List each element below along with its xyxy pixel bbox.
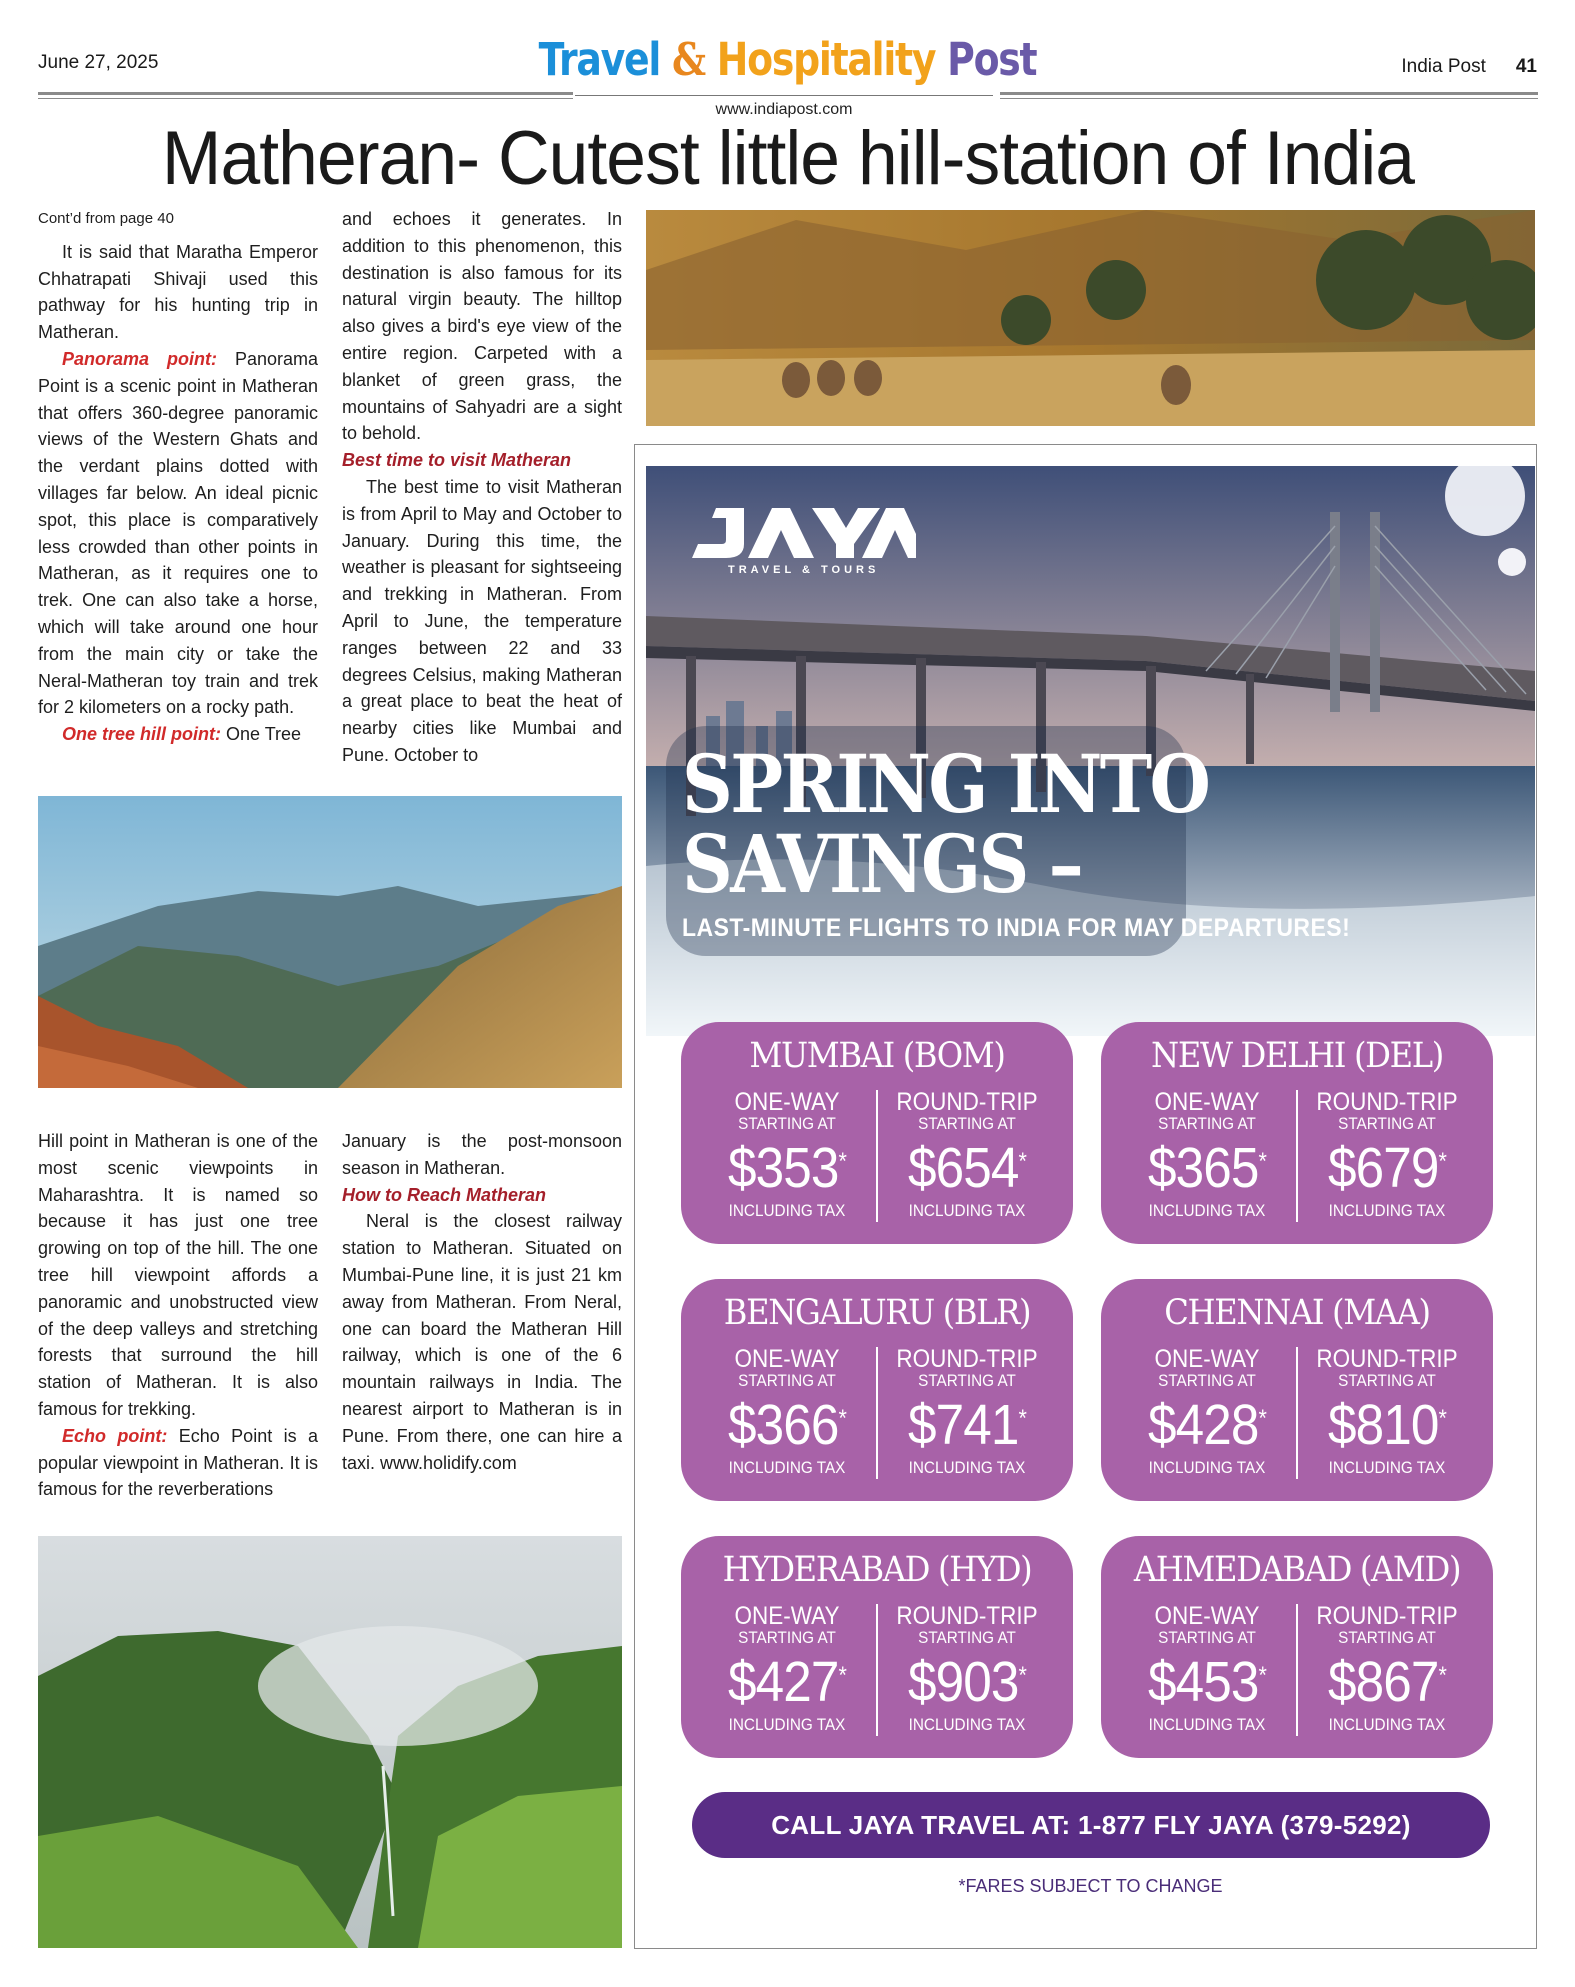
header-rule-left xyxy=(38,92,573,99)
round-trip-fare xyxy=(1297,1347,1477,1478)
masthead-hospitality: Hospitality xyxy=(716,33,936,86)
one-way-fare xyxy=(697,1604,877,1735)
round-trip-price xyxy=(1306,1135,1468,1201)
masthead-post: Post xyxy=(947,33,1037,86)
including-tax-label: INCLUDING TAX xyxy=(1328,1715,1446,1734)
destination-city: BENGALURU (BLR) xyxy=(723,1293,1031,1333)
promo-headline-line1: SPRING INTO xyxy=(682,737,1209,831)
article-headline: Matheran- Cutest little hill-station of India xyxy=(161,116,1415,201)
promo-headline-line2: SAVINGS – xyxy=(682,817,1082,911)
asterisk: * xyxy=(838,1405,847,1432)
one-way-price xyxy=(706,1392,868,1458)
one-tree-hill-label: One tree hill point: xyxy=(62,724,222,745)
one-way-fare xyxy=(697,1090,877,1221)
one-way-label: ONE-WAY xyxy=(1154,1602,1260,1630)
page-number: 41 xyxy=(1515,56,1537,77)
price-value: $428 xyxy=(1147,1393,1259,1457)
destination-city: CHENNAI (MAA) xyxy=(1164,1293,1430,1333)
jaya-logo xyxy=(686,504,916,567)
panorama-point-text: Panorama Point is a scenic point in Matheran that offers 360-degree panoramic views of the Western Ghats and the verdant plains dotted with villages far below. An ideal picnic spot, this place is comparatively less crowded than other points in Matheran, as it requires one to trek. One can also take a horse, which will take around one hour from the main city or take the Neral-Matheran toy train and trek for 2 kilometers on a rocky path. xyxy=(38,348,318,718)
including-tax-label: INCLUDING TAX xyxy=(728,1201,846,1220)
round-trip-fare xyxy=(1297,1604,1477,1735)
asterisk: * xyxy=(1438,1148,1447,1175)
one-way-label: ONE-WAY xyxy=(1154,1088,1260,1116)
including-tax-label: INCLUDING TAX xyxy=(908,1201,1026,1220)
starting-at-label: STARTING AT xyxy=(918,1628,1016,1647)
one-way-label: ONE-WAY xyxy=(734,1088,840,1116)
round-trip-label: ROUND-TRIP xyxy=(896,1602,1038,1630)
including-tax-label: INCLUDING TAX xyxy=(1148,1458,1266,1477)
paragraph-best-time: The best time to visit Matheran is from April to May and October to January. During this time, the weather is pleasant for sightseeing and trekking in Matheran. From April to June, the temperature ranges between 22 and 33 degrees Celsius, making Matheran a great place to beat the heat of nearby cities like Mumbai and Pune. October to xyxy=(342,476,622,765)
one-way-label: ONE-WAY xyxy=(1154,1345,1260,1373)
round-trip-price xyxy=(886,1392,1048,1458)
echo-point-label: Echo point: xyxy=(62,1425,168,1446)
round-trip-label: ROUND-TRIP xyxy=(1316,1345,1458,1373)
round-trip-label: ROUND-TRIP xyxy=(1316,1088,1458,1116)
asterisk: * xyxy=(1258,1662,1267,1689)
starting-at-label: STARTING AT xyxy=(1158,1628,1256,1647)
one-way-fare xyxy=(1117,1090,1297,1221)
price-value: $741 xyxy=(907,1393,1019,1457)
one-way-label: ONE-WAY xyxy=(734,1345,840,1373)
including-tax-label: INCLUDING TAX xyxy=(1148,1201,1266,1220)
including-tax-label: INCLUDING TAX xyxy=(1328,1458,1446,1477)
starting-at-label: STARTING AT xyxy=(1158,1371,1256,1390)
price-value: $353 xyxy=(727,1136,839,1200)
round-trip-label: ROUND-TRIP xyxy=(1316,1602,1458,1630)
fare-card-chennai[interactable] xyxy=(1101,1279,1493,1501)
monkeys-hilltop-photo xyxy=(646,210,1535,426)
destination-city: MUMBAI (BOM) xyxy=(749,1036,1005,1076)
round-trip-fare xyxy=(877,1347,1057,1478)
destination-city: HYDERABAD (HYD) xyxy=(722,1550,1032,1590)
asterisk: * xyxy=(838,1662,847,1689)
starting-at-label: STARTING AT xyxy=(738,1114,836,1133)
starting-at-label: STARTING AT xyxy=(738,1371,836,1390)
one-way-fare xyxy=(1117,1347,1297,1478)
jaya-logo-tagline: TRAVEL & TOURS xyxy=(728,564,880,576)
starting-at-label: STARTING AT xyxy=(918,1371,1016,1390)
echo-point-text: Echo Point is a popular viewpoint in Matheran. It is famous for the reverberations xyxy=(38,1425,318,1500)
issue-date: June 27, 2025 xyxy=(38,52,159,73)
one-way-price xyxy=(1126,1392,1288,1458)
one-way-price xyxy=(706,1649,868,1715)
price-value: $453 xyxy=(1147,1650,1259,1714)
continued-note: Cont’d from page 40 xyxy=(38,210,174,227)
jaya-travel-advertisement[interactable] xyxy=(646,466,1535,1943)
header-rule-center xyxy=(575,95,993,96)
including-tax-label: INCLUDING TAX xyxy=(1148,1715,1266,1734)
paragraph: It is said that Maratha Emperor Chhatrapati Shivaji used this pathway for his hunting trip in Matheran. xyxy=(38,241,318,343)
round-trip-fare xyxy=(1297,1090,1477,1221)
fare-card-hyderabad[interactable] xyxy=(681,1536,1073,1758)
starting-at-label: STARTING AT xyxy=(1158,1114,1256,1133)
one-way-label: ONE-WAY xyxy=(734,1602,840,1630)
fare-card-mumbai[interactable] xyxy=(681,1022,1073,1244)
how-to-reach-heading: How to Reach Matheran xyxy=(342,1184,547,1205)
price-value: $654 xyxy=(907,1136,1019,1200)
price-value: $427 xyxy=(727,1650,839,1714)
call-jaya-travel-button[interactable]: CALL JAYA TRAVEL AT: 1-877 FLY JAYA (379-5292) xyxy=(692,1792,1490,1858)
including-tax-label: INCLUDING TAX xyxy=(908,1458,1026,1477)
asterisk: * xyxy=(1018,1405,1027,1432)
fares-disclaimer: *FARES SUBJECT TO CHANGE xyxy=(958,1876,1223,1896)
starting-at-label: STARTING AT xyxy=(1338,1371,1436,1390)
price-value: $867 xyxy=(1327,1650,1439,1714)
masthead-ampersand: & xyxy=(672,33,705,86)
article-column-2-bottom xyxy=(342,1128,622,1476)
fare-card-ahmedabad[interactable] xyxy=(1101,1536,1493,1758)
price-value: $366 xyxy=(727,1393,839,1457)
valley-panorama-photo xyxy=(38,796,622,1088)
masthead-logo xyxy=(521,30,1054,90)
asterisk: * xyxy=(838,1148,847,1175)
fare-card-new-delhi[interactable] xyxy=(1101,1022,1493,1244)
round-trip-label: ROUND-TRIP xyxy=(896,1345,1038,1373)
one-tree-hill-text: One Tree xyxy=(221,724,302,745)
round-trip-price xyxy=(886,1135,1048,1201)
article-column-1-top xyxy=(38,206,318,748)
page-meta xyxy=(1401,56,1537,78)
paragraph-one-tree-cont: Hill point in Matheran is one of the most scenic viewpoints in Maharashtra. It is named so because it has just one tree growing on top of the hill. The one tree hill viewpoint affords a panoramic and unobstructed view of the deep valleys and stretching forests that surround the hill station of Matheran. It is also famous for trekking. xyxy=(38,1131,318,1419)
promo-subheadline: LAST-MINUTE FLIGHTS TO INDIA FOR MAY DEPARTURES! xyxy=(682,914,1351,942)
price-value: $679 xyxy=(1327,1136,1439,1200)
website-url[interactable]: www.indiapost.com xyxy=(715,101,853,118)
asterisk: * xyxy=(1438,1405,1447,1432)
paragraph-panorama xyxy=(38,346,318,721)
starting-at-label: STARTING AT xyxy=(1338,1628,1436,1647)
price-value: $903 xyxy=(907,1650,1019,1714)
including-tax-label: INCLUDING TAX xyxy=(728,1715,846,1734)
price-value: $365 xyxy=(1147,1136,1259,1200)
publication-name: India Post xyxy=(1401,56,1486,77)
misty-hills-photo xyxy=(38,1536,622,1948)
promo-headline xyxy=(682,737,1209,911)
round-trip-price xyxy=(886,1649,1048,1715)
including-tax-label: INCLUDING TAX xyxy=(908,1715,1026,1734)
best-time-heading: Best time to visit Matheran xyxy=(342,450,572,471)
paragraph-echo xyxy=(38,1423,318,1503)
one-way-fare xyxy=(697,1347,877,1478)
round-trip-price xyxy=(1306,1392,1468,1458)
paragraph: and echoes it generates. In addition to this phenomenon, this destination is also famous for its natural virgin beauty. The hilltop also gives a bird's eye view of the entire region. Carpeted with a blanket of green grass, the mountains of Sahyadri are a sight to behold. xyxy=(342,209,622,444)
article-column-1-bottom xyxy=(38,1128,318,1503)
one-way-price xyxy=(706,1135,868,1201)
panorama-point-label: Panorama point: xyxy=(62,348,217,369)
price-value: $810 xyxy=(1327,1393,1439,1457)
asterisk: * xyxy=(1258,1148,1267,1175)
destination-city: NEW DELHI (DEL) xyxy=(1151,1036,1443,1076)
header-rule-right xyxy=(1000,92,1538,99)
asterisk: * xyxy=(1018,1662,1027,1689)
round-trip-fare xyxy=(877,1604,1057,1735)
asterisk: * xyxy=(1438,1662,1447,1689)
one-way-price xyxy=(1126,1649,1288,1715)
round-trip-fare xyxy=(877,1090,1057,1221)
including-tax-label: INCLUDING TAX xyxy=(728,1458,846,1477)
including-tax-label: INCLUDING TAX xyxy=(1328,1201,1446,1220)
paragraph: January is the post-monsoon season in Matheran. xyxy=(342,1131,622,1178)
starting-at-label: STARTING AT xyxy=(1338,1114,1436,1133)
article-column-2-top xyxy=(342,206,622,769)
one-way-fare xyxy=(1117,1604,1297,1735)
starting-at-label: STARTING AT xyxy=(738,1628,836,1647)
round-trip-label: ROUND-TRIP xyxy=(896,1088,1038,1116)
one-way-price xyxy=(1126,1135,1288,1201)
destination-city: AHMEDABAD (AMD) xyxy=(1133,1550,1461,1590)
fare-card-bengaluru[interactable] xyxy=(681,1279,1073,1501)
asterisk: * xyxy=(1018,1148,1027,1175)
asterisk: * xyxy=(1258,1405,1267,1432)
round-trip-price xyxy=(1306,1649,1468,1715)
starting-at-label: STARTING AT xyxy=(918,1114,1016,1133)
masthead-travel: Travel xyxy=(538,33,661,86)
paragraph-one-tree xyxy=(38,721,318,748)
paragraph-how-to-reach: Neral is the closest railway station to Matheran. Situated on Mumbai-Pune line, it is just 21 km away from Matheran. From Neral, one can board the Matheran Hill railway, which is one of the 6 mountain railways in India. The nearest airport to Matheran is in Pune. From there, one can hire a taxi. www.holidify.com xyxy=(342,1211,622,1473)
